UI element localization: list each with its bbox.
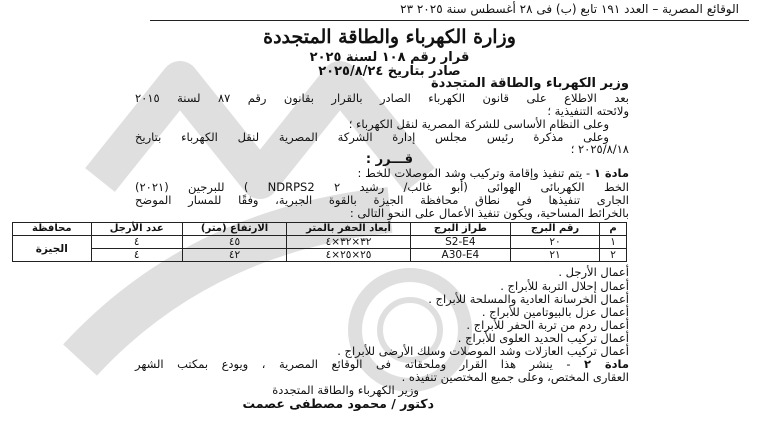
governorate-cell: الجيزة <box>13 236 92 262</box>
table-cell: ٤ <box>91 249 182 262</box>
preamble-line: وعلى النظام الأساسى للشركة المصرية لنقل الكهرباء ؛ <box>348 117 609 131</box>
signature-title: وزير الكهرباء والطاقة المتجددة <box>272 383 419 397</box>
article-2-text: - ينشر هذا القرار وملحقاته فى الوقائع المصرية ، ويودع بمكتب الشهر <box>135 357 571 371</box>
article-1-line: الجارى تنفيذها فى نطاق محافظة الجيزة بالقوة الجبرية، وفقًا للمسار الموضح <box>135 193 629 207</box>
decided-heading: قـــرر : <box>365 152 414 167</box>
table-cell: S2-E4 <box>410 236 510 249</box>
towers-table <box>12 222 627 262</box>
article-2 <box>135 357 629 371</box>
table-cell: ١ <box>600 236 627 249</box>
preamble-line: ولائحته التنفيذية ؛ <box>547 104 629 118</box>
works-item: أعمال ردم من تربة الحفر للأبراج . <box>466 318 629 332</box>
table-row <box>13 249 627 262</box>
table-cell: ٢ <box>600 249 627 262</box>
works-item: أعمال تركيب الحديد العلوى للأبراج . <box>457 331 629 345</box>
table-row <box>13 236 627 249</box>
article-1-text: - يتم تنفيذ وإقامة وتركيب وشد الموصلات للخط : <box>357 166 591 180</box>
minister-title: وزير الكهرباء والطاقة المتجددة <box>430 76 629 91</box>
preamble-line: بعد الاطلاع على قانون الكهرباء الصادر بالقرار بقانون رقم ٨٧ لسنة ٢٠١٥ <box>135 91 629 105</box>
article-1-line: بالخرائط المساحية، ويكون تنفيذ الأعمال على النحو التالى : <box>349 206 629 220</box>
article-1 <box>135 166 629 180</box>
table-cell: ٤٢ <box>182 249 286 262</box>
table-cell: ٢٥×٢٥×٤ <box>287 249 411 262</box>
column-header: محافظة <box>13 223 92 236</box>
article-2-line: العقارى المختص، وعلى جميع المختصين تنفيذه . <box>401 370 629 384</box>
table-cell: ٤ <box>91 236 182 249</box>
column-header: أبعاد الحفر بالمتر <box>287 223 411 236</box>
table-cell: A30-E4 <box>410 249 510 262</box>
column-header: م <box>600 223 627 236</box>
article-1-line: الخط الكهربائى الهوائى (أبو غالب/ رشيد ٢ NDRPS2 ) للبرجين (٢٠٢١) <box>135 180 629 194</box>
works-item: أعمال تركيب العازلات وشد الموصلات وسلك الأرضى للأبراج . <box>337 344 629 358</box>
column-header: طراز البرج <box>410 223 510 236</box>
gazette-header: الوقائع المصرية – العدد ١٩١ تابع (ب) فى ٢٨ أغسطس سنة ٢٠٢٥ ٢٣ <box>400 2 739 16</box>
table-cell: ٣٢×٣٢×٤ <box>287 236 411 249</box>
column-header: رقم البرج <box>510 223 599 236</box>
issue-date: صادر بتاريخ ٢٠٢٥/٨/٢٤ <box>318 64 461 79</box>
table-cell: ٢٠ <box>510 236 599 249</box>
table-header-row <box>13 223 627 236</box>
signature-name: دكتور / محمود مصطفى عصمت <box>242 396 434 411</box>
column-header: عدد الأرجل <box>91 223 182 236</box>
ministry-title: وزارة الكهرباء والطاقة المتجددة <box>263 26 516 48</box>
article-2-label: مادة ٢ <box>583 357 629 371</box>
works-item: أعمال عزل بالبيوتامين للأبراج . <box>481 305 629 319</box>
table-cell: ٤٥ <box>182 236 286 249</box>
table-cell: ٢١ <box>510 249 599 262</box>
header-rule <box>150 20 749 21</box>
article-1-label: مادة ١ <box>593 166 629 180</box>
works-item: أعمال الأرجل . <box>558 265 629 279</box>
works-item: أعمال إحلال التربة للأبراج . <box>500 279 629 293</box>
works-item: أعمال الخرسانة العادية والمسلحة للأبراج . <box>428 292 629 306</box>
preamble-line: وعلى مذكرة رئيس مجلس إدارة الشركة المصرية لنقل الكهرباء بتاريخ <box>135 130 609 144</box>
decree-title: قرار رقم ١٠٨ لسنة ٢٠٢٥ <box>309 50 470 65</box>
column-header: الارتفاع (متر) <box>182 223 286 236</box>
preamble-line: ٢٠٢٥/٨/١٨ ؛ <box>570 142 629 156</box>
